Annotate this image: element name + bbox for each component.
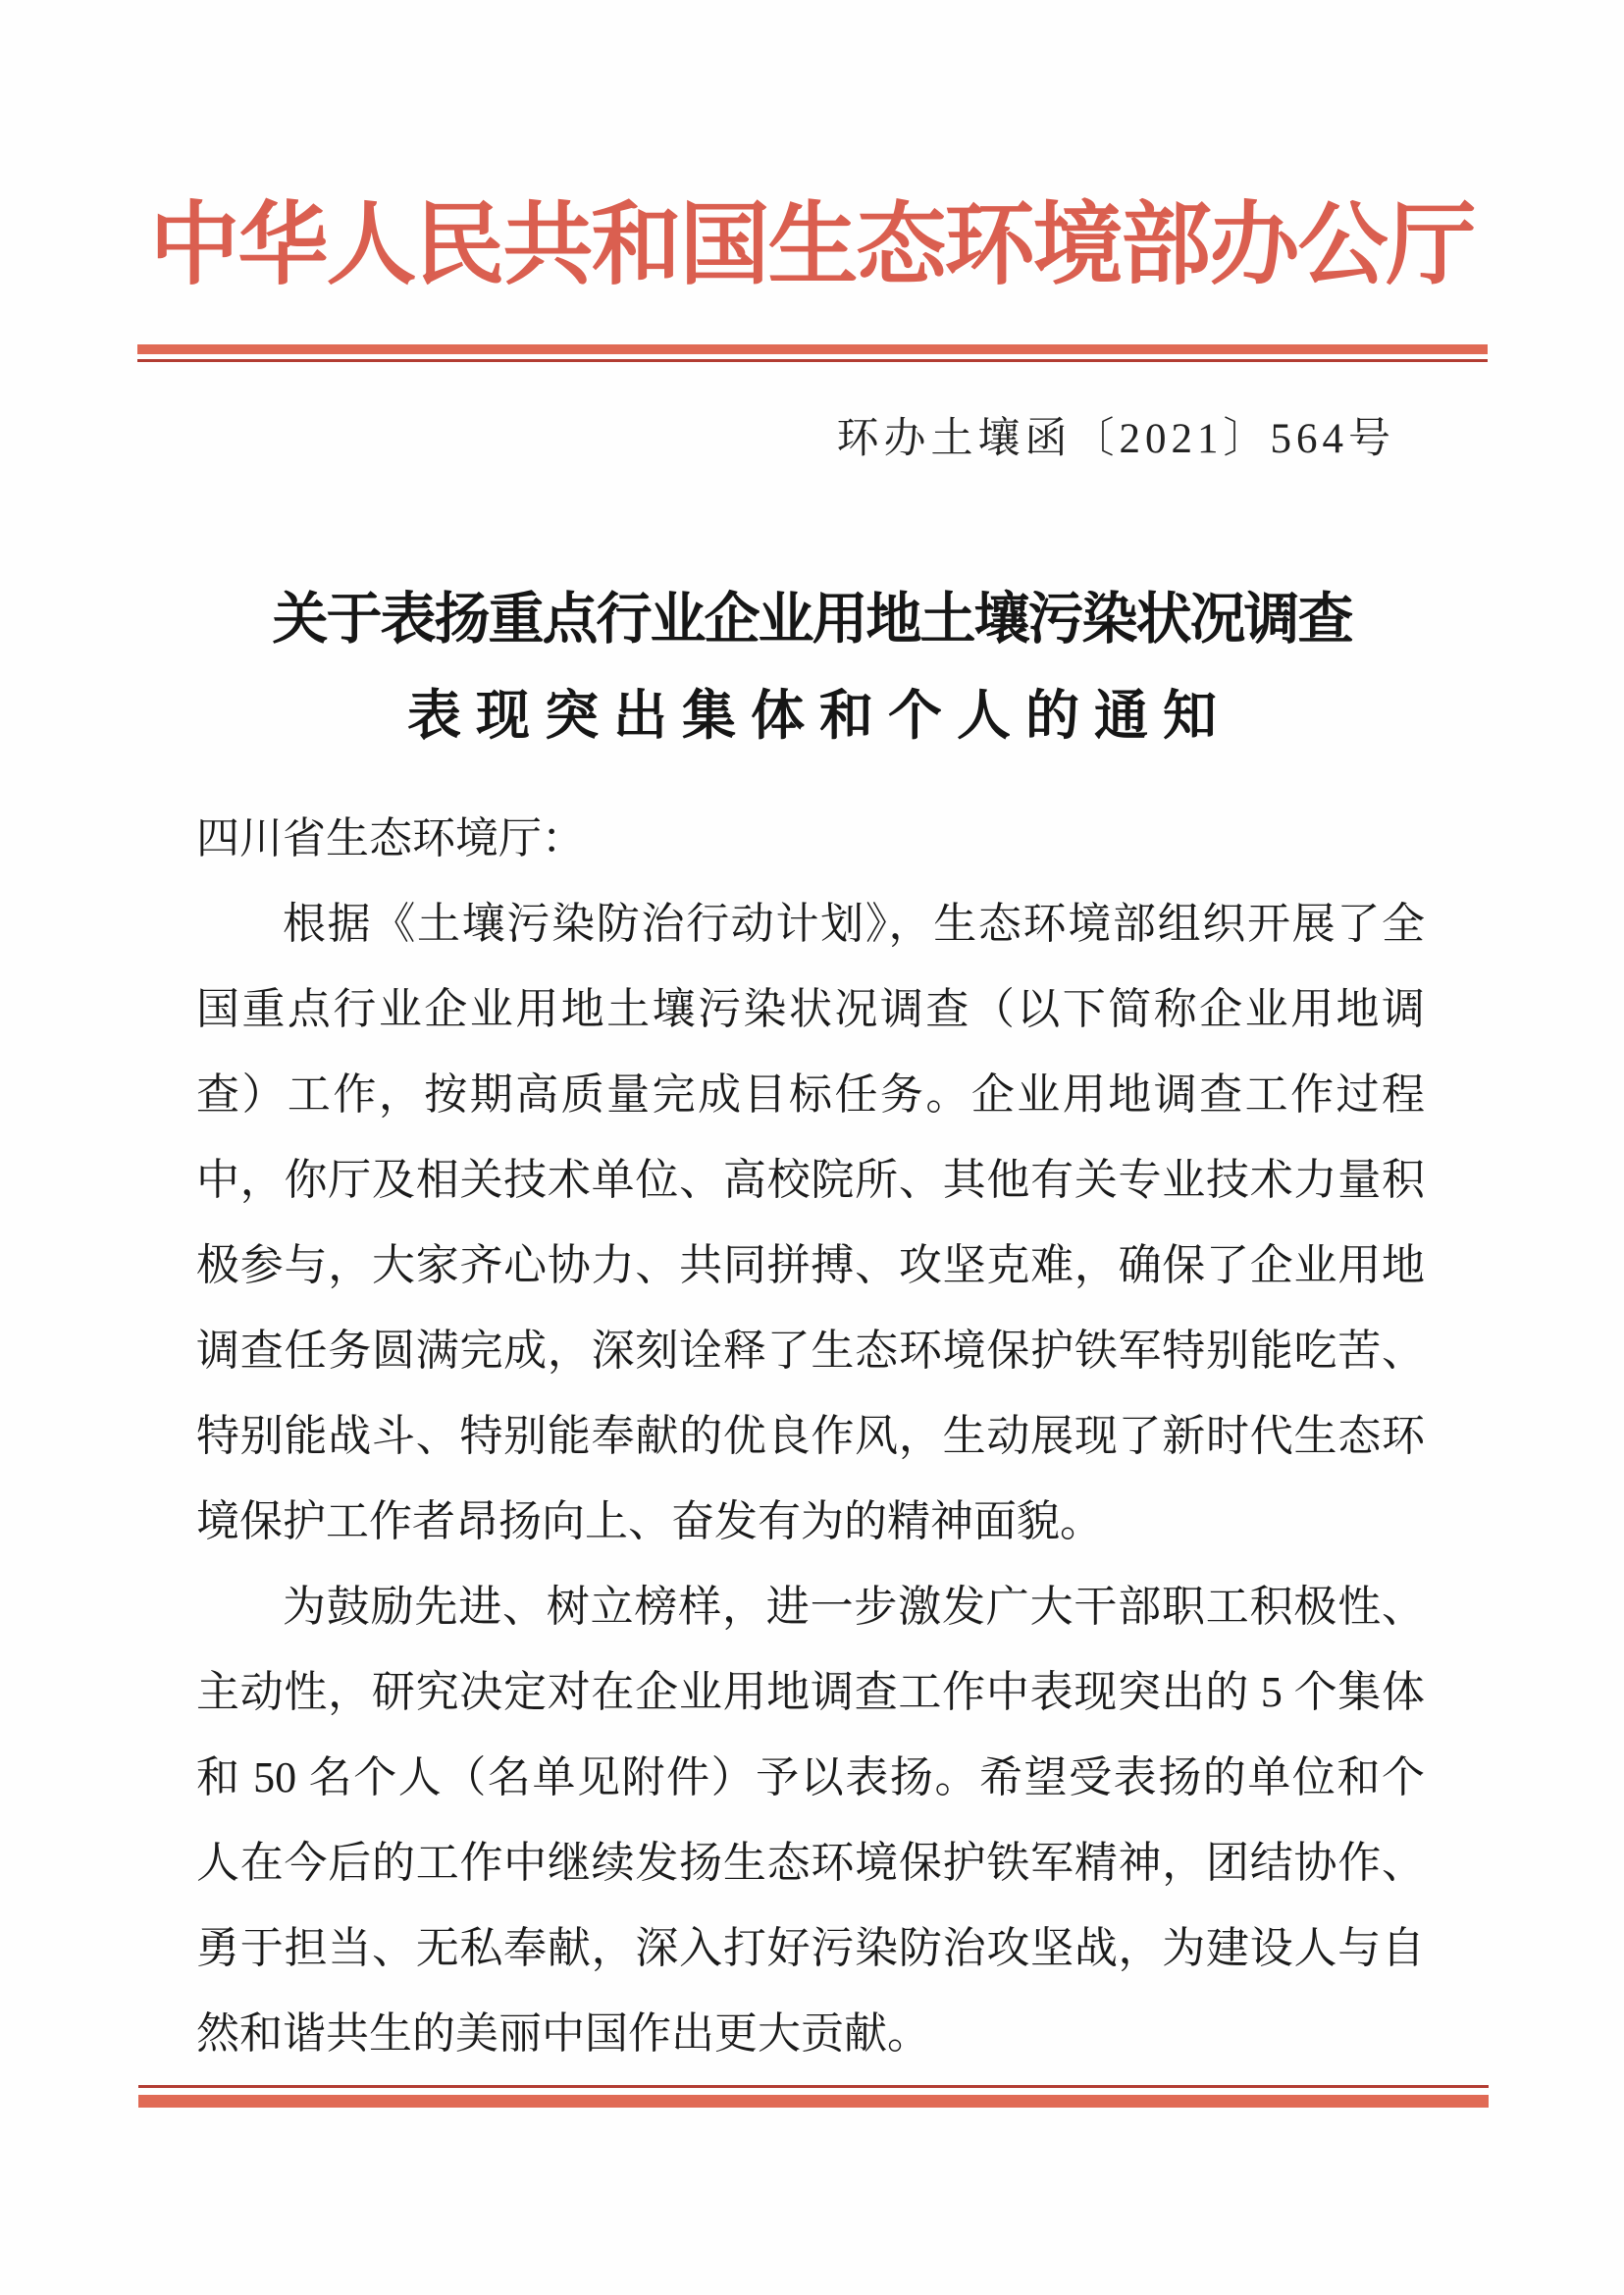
body-line: 境保护工作者昂扬向上、奋发有为的精神面貌。 <box>196 1497 1103 1545</box>
body-line: 根据《土壤污染防治行动计划》，生态环境部组织开展了全 <box>283 900 1425 948</box>
letterhead-title: 中华人民共和国生态环境部办公厅 <box>149 195 1475 295</box>
footer-rule-gap <box>138 2088 1489 2095</box>
notice-title-line2: 表现突出集体和个人的通知 <box>406 686 1231 746</box>
letterhead-rule-thick <box>137 344 1488 354</box>
body-line: 和 50 名个人（名单见附件）予以表扬。希望受表扬的单位和个 <box>196 1753 1425 1801</box>
body-line: 中，你厅及相关技术单位、高校院所、其他有关专业技术力量积 <box>196 1156 1425 1204</box>
letterhead-rule <box>137 344 1488 362</box>
footer-rule-thick <box>138 2095 1489 2108</box>
doc-number: 环办土壤函〔2021〕564号 <box>836 416 1395 462</box>
body-line: 为鼓励先进、树立榜样，进一步激发广大干部职工积极性、 <box>283 1583 1425 1631</box>
letterhead-rule-thin <box>137 359 1488 362</box>
body-line: 然和谐共生的美丽中国作出更大贡献。 <box>196 2009 930 2058</box>
body-line: 查）工作，按期高质量完成目标任务。企业用地调查工作过程 <box>196 1070 1425 1119</box>
body-line: 主动性，研究决定对在企业用地调查工作中表现突出的 5 个集体 <box>196 1668 1425 1716</box>
body-line: 勇于担当、无私奉献，深入打好污染防治攻坚战，为建设人与自 <box>196 1924 1425 1972</box>
notice-title <box>0 587 1624 747</box>
footer-rule <box>138 2085 1489 2108</box>
body-line: 人在今后的工作中继续发扬生态环境保护铁军精神，团结协作、 <box>196 1839 1425 1887</box>
body-line: 四川省生态环境厅： <box>196 814 585 862</box>
body-line: 国重点行业企业用地土壤污染状况调查（以下简称企业用地调 <box>196 985 1425 1033</box>
body-line: 特别能战斗、特别能奉献的优良作风，生动展现了新时代生态环 <box>196 1412 1425 1460</box>
body-line: 调查任务圆满完成，深刻诠释了生态环境保护铁军特别能吃苦、 <box>196 1327 1425 1375</box>
notice-title-line1: 关于表扬重点行业企业用地土壤污染状况调查 <box>272 589 1352 651</box>
document-body <box>196 796 1425 2076</box>
body-line: 极参与，大家齐心协力、共同拼搏、攻坚克难，确保了企业用地 <box>196 1241 1425 1289</box>
